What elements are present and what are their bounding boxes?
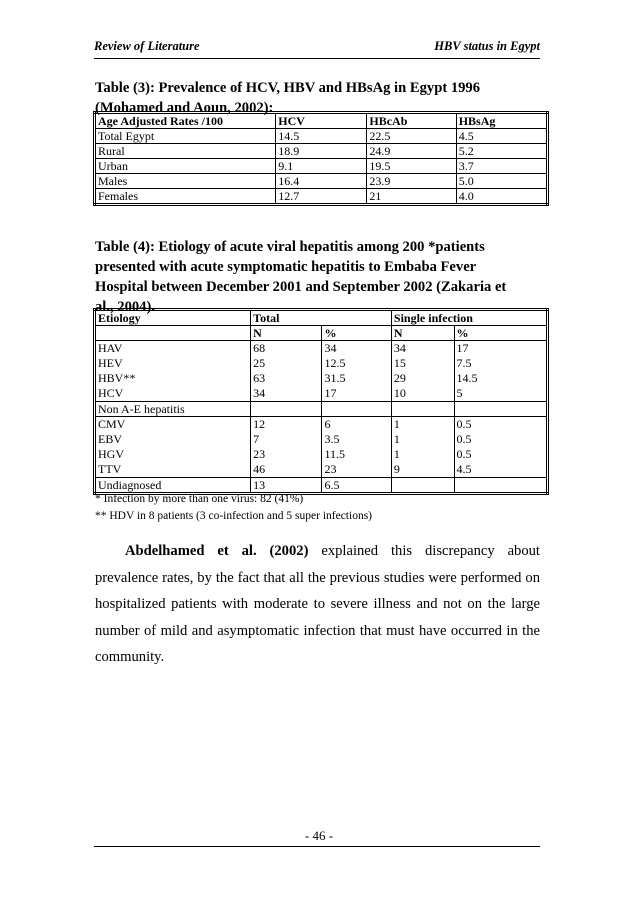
single-pct-list xyxy=(454,417,547,478)
table-cell: Undiagnosed xyxy=(95,478,251,494)
single-pct-list xyxy=(454,341,547,402)
table-cell-empty xyxy=(391,478,454,494)
etiology-list xyxy=(95,341,251,402)
footer-rule xyxy=(94,846,540,847)
table-cell: 17 xyxy=(324,386,337,400)
page-number: - 46 - xyxy=(304,828,334,843)
column-header-etiology: Etiology xyxy=(95,310,251,326)
table-cell: 0.5 xyxy=(456,432,472,446)
table-cell: 4.5 xyxy=(456,462,472,476)
table-cell: 5 xyxy=(456,386,463,400)
table-cell: 15 xyxy=(393,356,406,370)
single-n-list xyxy=(391,417,454,478)
total-pct-list xyxy=(322,417,391,478)
table-cell: 0.5 xyxy=(456,447,472,461)
table-cell: Urban xyxy=(95,159,276,174)
table-cell: Rural xyxy=(95,144,276,159)
table-cell: 6.5 xyxy=(322,478,391,494)
table-cell-empty xyxy=(251,402,322,417)
table-cell: 68 xyxy=(253,341,266,355)
subheader-percent: % xyxy=(454,326,547,341)
column-header-single-infection: Single infection xyxy=(391,310,547,326)
table-cell: 63 xyxy=(253,371,266,385)
table-cell: 18.9 xyxy=(276,144,367,159)
table4-caption-line: Hospital between December 2001 and September 2002 (Zakaria et xyxy=(95,279,507,295)
table-row xyxy=(95,144,548,159)
cited-author: Abdelhamed et al. (2002) xyxy=(125,543,309,559)
table-cell: 7 xyxy=(253,432,260,446)
etiology-table xyxy=(93,308,549,495)
table-row xyxy=(95,129,548,144)
table-cell-empty xyxy=(391,402,454,417)
table-cell: 12 xyxy=(253,417,266,431)
table-row xyxy=(95,189,548,205)
table-cell: 34 xyxy=(393,341,406,355)
table-cell: 5.0 xyxy=(456,174,547,189)
table-cell: 1 xyxy=(393,447,400,461)
table-cell: 16.4 xyxy=(276,174,367,189)
column-header: Age Adjusted Rates /100 xyxy=(95,113,276,129)
table-row xyxy=(95,174,548,189)
table-cell: 13 xyxy=(251,478,322,494)
total-n-list xyxy=(251,417,322,478)
table-cell: 46 xyxy=(253,462,266,476)
table-cell: 21 xyxy=(367,189,456,205)
table-cell-empty xyxy=(322,402,391,417)
total-n-list xyxy=(251,341,322,402)
table-cell: 14.5 xyxy=(456,371,478,385)
table-subheader-row xyxy=(95,326,548,341)
table-cell: HCV xyxy=(98,386,124,400)
table-cell: 3.5 xyxy=(324,432,340,446)
table4-caption-line: al., 2004). xyxy=(95,299,155,315)
table-cell: HAV xyxy=(98,341,123,355)
table-cell: HBV** xyxy=(98,371,136,385)
table-cell-empty xyxy=(454,478,547,494)
table-cell: CMV xyxy=(98,417,126,431)
table-header-row xyxy=(95,113,548,129)
running-header-right: HBV status in Egypt xyxy=(434,39,540,53)
table-cell: 1 xyxy=(393,432,400,446)
table-cell: 19.5 xyxy=(367,159,456,174)
table4-caption-line: Table (4): Etiology of acute viral hepatitis among 200 *patients xyxy=(95,239,485,255)
table-cell: Total Egypt xyxy=(95,129,276,144)
table-cell: 7.5 xyxy=(456,356,472,370)
table-cell: 31.5 xyxy=(324,371,346,385)
table-row xyxy=(95,159,548,174)
footnote: ** HDV in 8 patients (3 co-infection and 5 super infections) xyxy=(95,510,372,522)
table-cell: 24.9 xyxy=(367,144,456,159)
table-cell: 29 xyxy=(393,371,406,385)
running-header-left: Review of Literature xyxy=(94,39,200,53)
table-cell-empty xyxy=(95,326,251,341)
table3-caption-line: Table (3): Prevalence of HCV, HBV and HBsAg in Egypt 1996 xyxy=(95,80,481,96)
table-cell: 17 xyxy=(456,341,469,355)
column-header-total: Total xyxy=(251,310,392,326)
table-cell: 22.5 xyxy=(367,129,456,144)
prevalence-table xyxy=(93,111,549,206)
table-cell: 9 xyxy=(393,462,400,476)
table-cell-non-ae: Non A-E hepatitis xyxy=(95,402,251,417)
table-cell: 6 xyxy=(324,417,331,431)
table-cell: 34 xyxy=(324,341,337,355)
footnote: * Infection by more than one virus: 82 (41%) xyxy=(95,493,304,505)
table-cell: 23 xyxy=(324,462,337,476)
column-header: HBcAb xyxy=(367,113,456,129)
table-cell: TTV xyxy=(98,462,122,476)
table-cell: Males xyxy=(95,174,276,189)
table-cell: 12.7 xyxy=(276,189,367,205)
subheader-n: N xyxy=(251,326,322,341)
table4-caption-line: presented with acute symptomatic hepatitis to Embaba Fever xyxy=(95,259,477,275)
body-paragraph xyxy=(95,538,540,671)
table-cell: 12.5 xyxy=(324,356,346,370)
table-cell: 0.5 xyxy=(456,417,472,431)
total-pct-list xyxy=(322,341,391,402)
column-header: HCV xyxy=(276,113,367,129)
table-row xyxy=(95,402,548,417)
table-cell: 5.2 xyxy=(456,144,547,159)
table-cell: 10 xyxy=(393,386,406,400)
subheader-percent: % xyxy=(322,326,391,341)
table-cell: 9.1 xyxy=(276,159,367,174)
table-cell-empty xyxy=(454,402,547,417)
table-cell: 14.5 xyxy=(276,129,367,144)
table-cell: 11.5 xyxy=(324,447,346,461)
table-row-group xyxy=(95,341,548,402)
table-cell: 4.5 xyxy=(456,129,547,144)
table-cell: 23.9 xyxy=(367,174,456,189)
table-cell: Females xyxy=(95,189,276,205)
table-cell: 4.0 xyxy=(456,189,547,205)
table-cell: HGV xyxy=(98,447,124,461)
table-cell: 23 xyxy=(253,447,266,461)
table4-caption xyxy=(95,237,539,317)
table-cell: 25 xyxy=(253,356,266,370)
table-row-group xyxy=(95,417,548,478)
table3-caption-line: (Mohamed and Aoun, 2002): xyxy=(95,100,274,116)
table-cell: EBV xyxy=(98,432,122,446)
table-cell: 34 xyxy=(253,386,266,400)
table-header-row xyxy=(95,310,548,326)
column-header: HBsAg xyxy=(456,113,547,129)
table-row xyxy=(95,478,548,494)
header-rule xyxy=(94,58,540,59)
table-cell: 3.7 xyxy=(456,159,547,174)
table-cell: HEV xyxy=(98,356,123,370)
single-n-list xyxy=(391,341,454,402)
table-cell: 1 xyxy=(393,417,400,431)
paragraph-text: explained this discrepancy about prevalence rates, by the fact that all the previous studies were performed on hospitalized patients with moderate to severe illness and not on the large number of mild and asymptomatic infection that must have occurred in the community. xyxy=(95,543,540,665)
etiology-list xyxy=(95,417,251,478)
subheader-n: N xyxy=(391,326,454,341)
